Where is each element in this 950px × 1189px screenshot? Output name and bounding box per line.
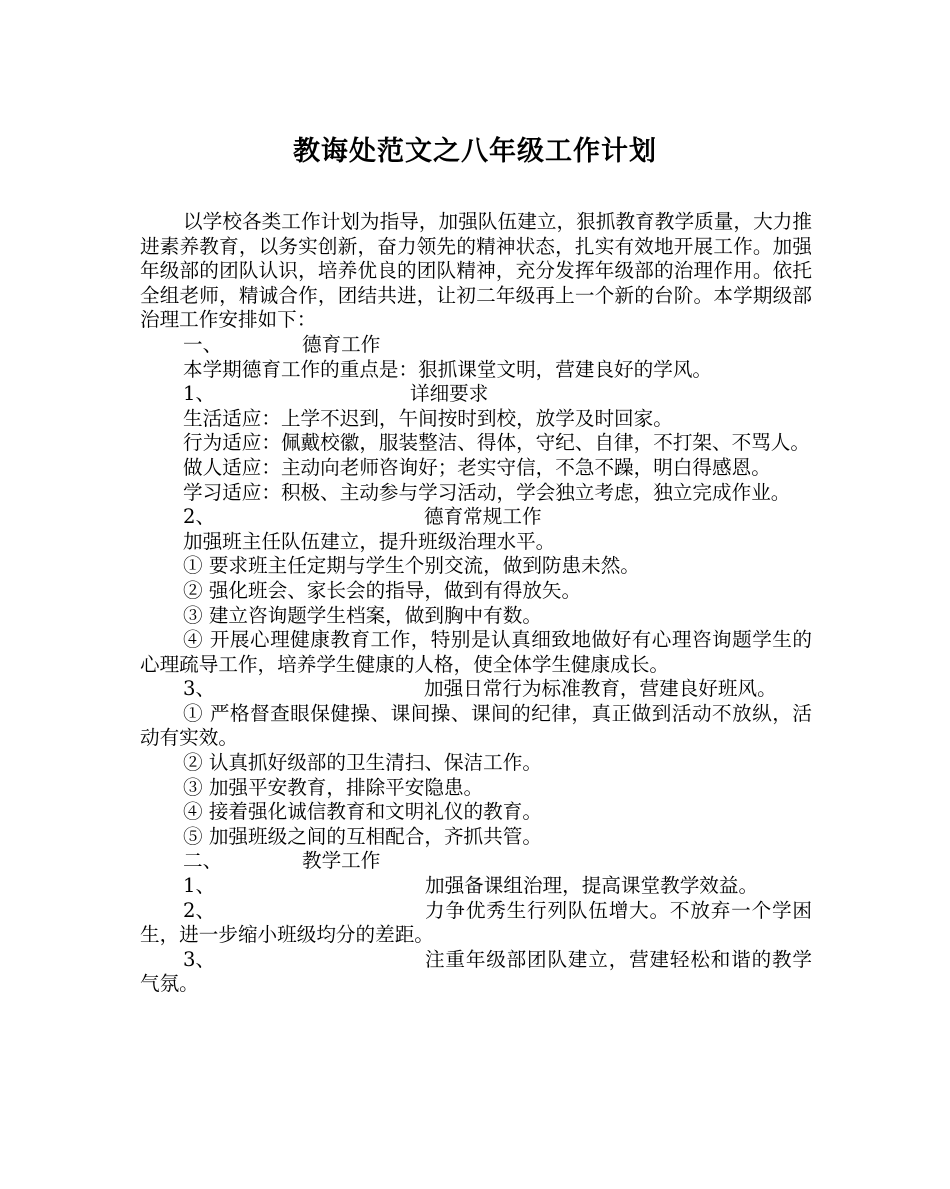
list-item: 加强班主任队伍建立，提升班级治理水平。 <box>183 529 556 553</box>
item-number: 1、 <box>183 874 216 898</box>
item-text: 力争优秀生行列队伍增大。不放弃一个学困生，进一步缩小班级均分的差距。 <box>140 898 812 947</box>
list-item: ① 严格督查眼保健操、课间操、课间的纪律，真正做到活动不放纵，活动有实效。 <box>140 701 812 750</box>
list-item: ⑤ 加强班级之间的互相配合，齐抓共管。 <box>183 824 542 848</box>
subsection-title: 详细要求 <box>410 382 489 406</box>
item-number: 3、 <box>183 947 216 971</box>
subsection-heading-behavior <box>140 677 812 702</box>
teaching-item <box>140 948 812 997</box>
section-title: 教学工作 <box>302 849 381 873</box>
list-item: ④ 接着强化诚信教育和文明礼仪的教育。 <box>183 800 542 824</box>
list-item: ② 强化班会、家长会的指导，做到有得放矢。 <box>183 578 582 602</box>
item-text: 加强备课组治理，提高课堂教学效益。 <box>425 874 759 898</box>
moral-summary: 本学期德育工作的重点是：狠抓课堂文明，营建良好的学风。 <box>183 357 713 381</box>
page-title: 教诲处范文之八年级工作计划 <box>293 136 657 167</box>
list-item: ④ 开展心理健康教育工作，特别是认真细致地做好有心理咨询题学生的心理疏导工作，培养学生健康的人格，使全体学生健康成长。 <box>140 628 812 676</box>
subsection-number: 2、 <box>183 505 216 529</box>
teaching-item <box>140 899 812 948</box>
section-number: 一、 <box>183 332 223 356</box>
list-item: ③ 加强平安教育，排除平安隐患。 <box>183 775 484 799</box>
intro-paragraph: 以学校各类工作计划为指导，加强队伍建立，狠抓教育教学质量，大力推进素养教育，以务实创新，奋力领先的精神状态，扎实有效地开展工作。加强年级部的团队认识，培养优良的团队精神，充分发挥年级部的治理作用。依托全组老师，精诚合作，团结共进，让初二年级再上一个新的台阶。本学期级部治理工作安排如下： <box>140 210 812 332</box>
subsection-heading-requirements <box>140 382 812 407</box>
list-item: 做人适应：主动向老师咨询好；老实守信，不急不躁，明白得感恩。 <box>183 455 771 479</box>
section-heading-teaching <box>140 849 812 874</box>
subsection-heading-routine <box>140 505 812 530</box>
item-number: 2、 <box>183 898 216 922</box>
item-text: 注重年级部团队建立，营建轻松和谐的教学气氛。 <box>140 947 812 996</box>
section-number: 二、 <box>183 849 223 873</box>
list-item: 生活适应：上学不迟到，午间按时到校，放学及时回家。 <box>183 406 673 430</box>
list-item: 行为适应：佩戴校徽，服装整洁、得体，守纪、自律，不打架、不骂人。 <box>183 431 810 455</box>
subsection-number: 1、 <box>183 382 216 406</box>
subsection-number: 3、 <box>183 677 216 701</box>
list-item: ① 要求班主任定期与学生个别交流，做到防患未然。 <box>183 554 640 578</box>
section-title: 德育工作 <box>302 332 381 356</box>
section-heading-moral <box>140 333 812 358</box>
list-item: ② 认真抓好级部的卫生清扫、保洁工作。 <box>183 751 542 775</box>
document-body <box>140 210 812 997</box>
list-item: 学习适应：积极、主动参与学习活动，学会独立考虑，独立完成作业。 <box>183 480 791 504</box>
subsection-title: 加强日常行为标准教育，营建良好班风。 <box>424 677 777 701</box>
list-item: ③ 建立咨询题学生档案，做到胸中有数。 <box>183 603 542 627</box>
teaching-item <box>140 874 812 899</box>
subsection-title: 德育常规工作 <box>424 505 542 529</box>
